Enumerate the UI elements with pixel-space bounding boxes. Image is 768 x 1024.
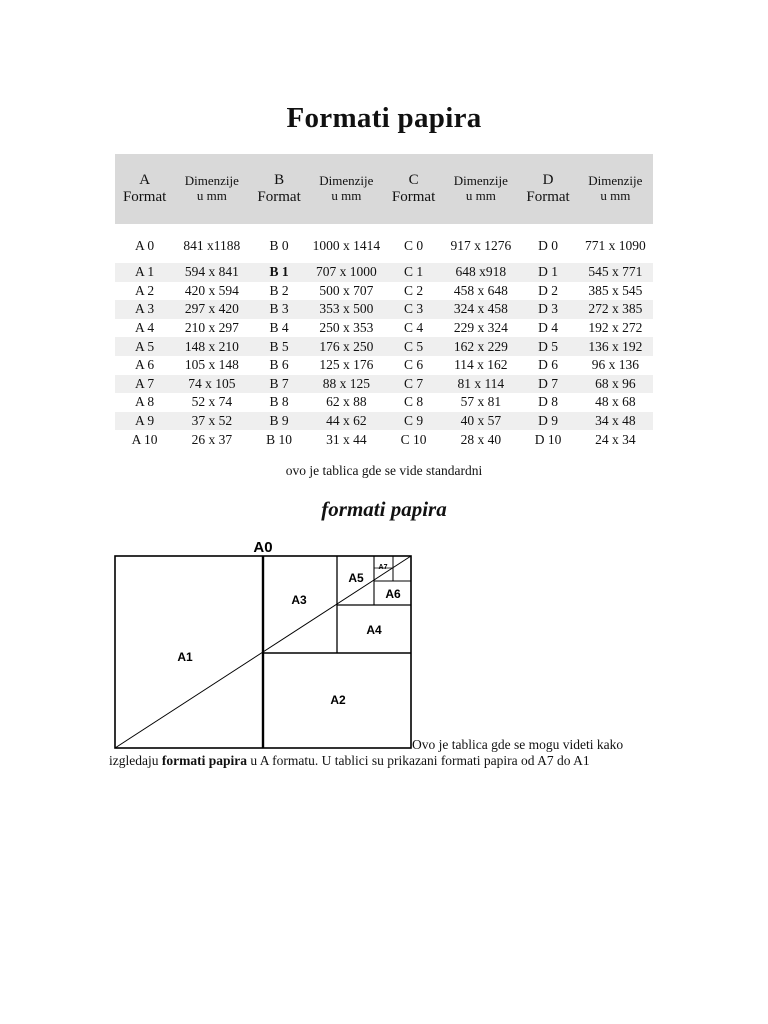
table-cell: C 3	[384, 300, 443, 319]
table-cell: D 9	[518, 412, 577, 431]
header-d-dimensions: Dimenzije u mm	[578, 154, 653, 224]
label-a0: A0	[253, 539, 273, 556]
table-cell: A 10	[131, 431, 158, 447]
table-row	[115, 300, 653, 319]
table-cell: D 8	[538, 394, 558, 410]
table-cell: C 5	[384, 337, 443, 356]
a-series-diagram	[113, 536, 413, 752]
table-cell: C 1	[384, 263, 443, 282]
table-cell: B 10	[266, 431, 293, 447]
table-cell: 229 x 324	[453, 320, 508, 336]
table-cell: 24 x 34	[595, 431, 636, 447]
table-cell: 162 x 229	[443, 337, 518, 356]
label-a5: A5	[348, 571, 364, 585]
label-a6: A6	[385, 587, 401, 601]
header-c-dimensions: Dimenzije u mm	[443, 154, 518, 224]
table-cell: 297 x 420	[174, 300, 249, 319]
table-cell: A 5	[115, 337, 174, 356]
table-cell: 88 x 125	[309, 375, 384, 394]
table-cell: D 2	[538, 282, 558, 298]
table-cell: D 0	[538, 237, 558, 253]
table-header	[115, 154, 653, 224]
paper-formats-table	[115, 154, 653, 449]
table-row	[115, 356, 653, 375]
table-cell: 31 x 44	[326, 431, 367, 447]
table-cell: 34 x 48	[578, 412, 653, 431]
table-cell: 48 x 68	[595, 394, 636, 410]
diagram-caption-line2: izgledaju formati papira u A formatu. U tablici su prikazani formati papira od A7 do A1	[109, 753, 590, 768]
label-a3: A3	[291, 593, 307, 607]
table-cell: 44 x 62	[309, 412, 384, 431]
table-cell: 594 x 841	[174, 263, 249, 282]
table-cell: D 1	[518, 263, 577, 282]
table-row	[115, 430, 653, 449]
table-cell: B 4	[269, 320, 289, 336]
table-cell: 114 x 162	[454, 357, 508, 373]
caption-bold-term: formati papira	[161, 753, 247, 768]
table-cell: B 8	[269, 394, 289, 410]
table-row	[115, 282, 653, 301]
label-a4: A4	[366, 623, 382, 637]
table-row	[115, 337, 653, 356]
label-a7: A7	[378, 564, 388, 571]
section-subtitle: formati papira	[321, 497, 447, 521]
table-cell: 37 x 52	[174, 412, 249, 431]
table-cell: D 4	[538, 320, 558, 336]
table-cell: 500 x 707	[319, 282, 374, 298]
table-cell: A 9	[115, 412, 174, 431]
header-d-format: D Format	[518, 154, 577, 224]
table-cell: C 7	[384, 375, 443, 394]
table-cell: 841 x1188	[183, 237, 241, 253]
header-b-dimensions: Dimenzije u mm	[309, 154, 384, 224]
table-cell: D 3	[518, 300, 577, 319]
table-cell: 96 x 136	[591, 357, 639, 373]
table-cell: 68 x 96	[578, 375, 653, 394]
table-cell: 545 x 771	[578, 263, 653, 282]
table-cell: A 3	[115, 300, 174, 319]
table-cell: D 6	[538, 357, 558, 373]
table-cell: B 6	[269, 357, 289, 373]
table-cell: B 9	[249, 412, 308, 431]
table-cell: 28 x 40	[460, 431, 502, 447]
table-cell: C 6	[404, 357, 424, 373]
table-cell: A 8	[135, 394, 155, 410]
header-b-format: B Format	[249, 154, 308, 224]
table-cell: A 6	[135, 357, 155, 373]
table-cell: A 7	[115, 375, 174, 394]
table-cell: 136 x 192	[578, 337, 653, 356]
table-cell: 917 x 1276	[450, 237, 512, 253]
table-cell: 125 x 176	[319, 357, 374, 373]
table-body	[115, 224, 653, 449]
diagram-caption-line1: Ovo je tablica gde se mogu videti kako	[412, 737, 624, 752]
table-row	[115, 412, 653, 431]
table-cell: 272 x 385	[578, 300, 653, 319]
table-cell: 1000 x 1414	[312, 237, 381, 253]
table-cell: 105 x 148	[184, 357, 239, 373]
table-cell: B 7	[249, 375, 308, 394]
table-cell: D 7	[518, 375, 577, 394]
table-cell: 420 x 594	[184, 282, 239, 298]
label-a1: A1	[177, 650, 193, 664]
table-cell: 771 x 1090	[584, 237, 646, 253]
table-cell: C 2	[404, 282, 424, 298]
table-row	[115, 263, 653, 282]
table-cell: 26 x 37	[191, 431, 233, 447]
table-cell: C 4	[404, 320, 424, 336]
page-title: Formati papira	[286, 102, 482, 134]
table-row	[115, 375, 653, 394]
table-cell: B 0	[269, 237, 289, 253]
table-cell: D 10	[534, 431, 562, 447]
table-cell: B 1	[249, 263, 308, 282]
table-cell: 458 x 648	[453, 282, 508, 298]
header-c-format: C Format	[384, 154, 443, 224]
table-cell: 648 x918	[443, 263, 518, 282]
table-cell: C 10	[400, 431, 427, 447]
table-cell: 40 x 57	[443, 412, 518, 431]
table-row	[115, 319, 653, 338]
table-cell: A 4	[135, 320, 155, 336]
table-caption: ovo je tablica gde se vide standardni	[285, 463, 483, 478]
label-a2: A2	[330, 693, 346, 707]
table-cell: 57 x 81	[460, 394, 502, 410]
header-a-dimensions: Dimenzije u mm	[174, 154, 249, 224]
table-cell: 210 x 297	[184, 320, 239, 336]
table-cell: C 8	[404, 394, 424, 410]
table-cell: 250 x 353	[319, 320, 374, 336]
table-cell: C 9	[384, 412, 443, 431]
table-cell: C 0	[404, 237, 424, 253]
table-row	[115, 393, 653, 412]
table-cell: A 2	[135, 282, 155, 298]
table-cell: 192 x 272	[588, 320, 643, 336]
table-cell: 74 x 105	[174, 375, 249, 394]
table-cell: 81 x 114	[443, 375, 518, 394]
table-cell: 176 x 250	[309, 337, 384, 356]
table-cell: D 5	[518, 337, 577, 356]
table-cell: 324 x 458	[443, 300, 518, 319]
table-cell: 385 x 545	[588, 282, 643, 298]
table-cell: B 2	[269, 282, 289, 298]
table-cell: 62 x 88	[326, 394, 367, 410]
table-cell: B 5	[249, 337, 308, 356]
table-row	[115, 227, 653, 263]
table-cell: 353 x 500	[309, 300, 384, 319]
table-cell: A 0	[135, 237, 155, 253]
table-cell: A 1	[115, 263, 174, 282]
table-cell: B 3	[249, 300, 308, 319]
header-a-format: A Format	[115, 154, 174, 224]
table-cell: 52 x 74	[191, 394, 233, 410]
table-cell: 148 x 210	[174, 337, 249, 356]
table-cell: 707 x 1000	[309, 263, 384, 282]
